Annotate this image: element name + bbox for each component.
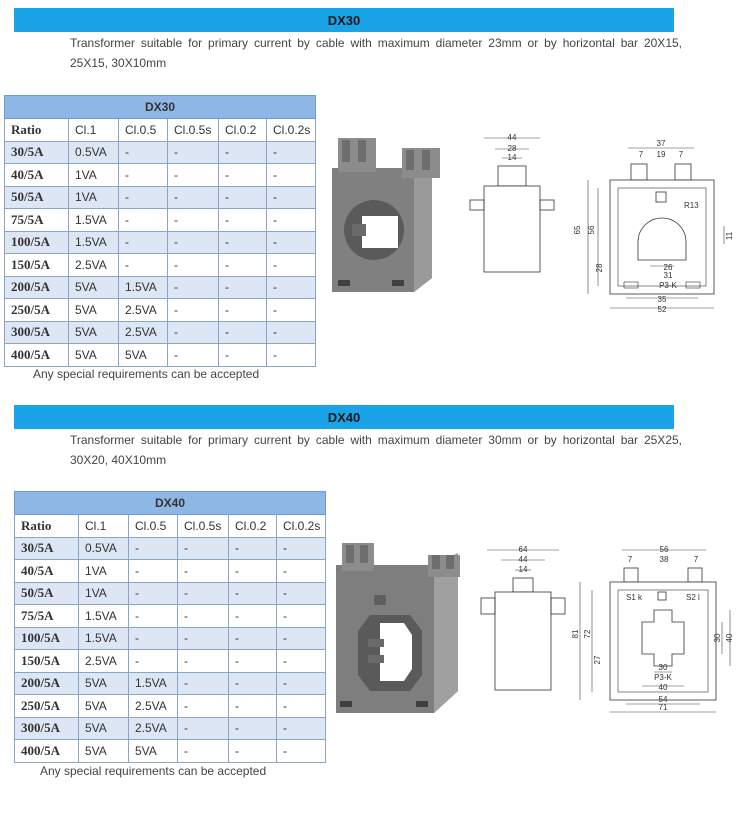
dx30-column-header: Cl.0.5 <box>119 119 168 142</box>
burden-cell: - <box>168 164 219 187</box>
burden-cell: - <box>168 254 219 277</box>
burden-cell: - <box>178 605 229 628</box>
dx30-side-dim-1: 44 <box>507 133 517 142</box>
burden-cell: - <box>178 650 229 673</box>
burden-cell: 5VA <box>69 344 119 367</box>
burden-cell: 5VA <box>69 299 119 322</box>
dx30-banner: DX30 <box>14 8 674 32</box>
dx40-description: Transformer suitable for primary current by cable with maximum diameter 30mm or by horizontal bar 25X25, 30X20, 40X10mm <box>70 433 682 467</box>
dx40-spec-table <box>14 491 326 763</box>
dx30-table-body <box>5 119 316 367</box>
burden-cell: 1VA <box>79 582 129 605</box>
ratio-cell: 150/5A <box>15 650 79 673</box>
burden-cell: - <box>219 299 267 322</box>
ratio-cell: 250/5A <box>15 695 79 718</box>
dx40-header-row <box>15 515 326 538</box>
dx30-dim-top-width: 37 <box>656 139 666 148</box>
table-row <box>5 344 316 367</box>
burden-cell: - <box>219 276 267 299</box>
burden-cell: - <box>219 254 267 277</box>
table-row <box>15 650 326 673</box>
dx40-dim-bottom-2: 54 <box>658 695 668 704</box>
dx40-product-photo <box>330 535 465 720</box>
dx40-side-drawing <box>475 538 575 698</box>
burden-cell: - <box>267 276 316 299</box>
table-row <box>15 717 326 740</box>
table-row <box>5 209 316 232</box>
table-row <box>15 582 326 605</box>
dx40-side-dim-2: 44 <box>518 555 528 564</box>
burden-cell: - <box>129 537 178 560</box>
burden-cell: - <box>119 186 168 209</box>
burden-cell: - <box>168 321 219 344</box>
dx40-dim-top-width: 56 <box>659 545 669 554</box>
burden-cell: 5VA <box>69 276 119 299</box>
dx40-front-drawing <box>570 538 735 718</box>
dx30-side-dim-2: 28 <box>507 144 517 153</box>
burden-cell: 1.5VA <box>69 209 119 232</box>
table-row <box>5 164 316 187</box>
burden-cell: - <box>229 650 277 673</box>
dx40-terminal-s2: S2 <box>686 593 696 602</box>
ratio-cell: 40/5A <box>5 164 69 187</box>
burden-cell: - <box>178 627 229 650</box>
burden-cell: - <box>219 141 267 164</box>
burden-cell: - <box>178 717 229 740</box>
table-row <box>15 537 326 560</box>
ratio-cell: 400/5A <box>15 740 79 763</box>
table-row <box>15 560 326 583</box>
dx40-dim-right-2: 40 <box>725 633 734 643</box>
burden-cell: - <box>178 672 229 695</box>
burden-cell: - <box>219 231 267 254</box>
burden-cell: - <box>178 740 229 763</box>
burden-cell: - <box>119 164 168 187</box>
dx30-column-header: Cl.0.2s <box>267 119 316 142</box>
burden-cell: - <box>229 740 277 763</box>
burden-cell: 1VA <box>69 164 119 187</box>
burden-cell: - <box>267 321 316 344</box>
burden-cell: - <box>229 537 277 560</box>
burden-cell: - <box>267 141 316 164</box>
dx40-dim-right-1: 30 <box>713 633 722 643</box>
table-row <box>15 740 326 763</box>
burden-cell: - <box>129 560 178 583</box>
dx40-side-dim-3: 14 <box>518 565 528 574</box>
burden-cell: 2.5VA <box>129 717 178 740</box>
ratio-cell: 75/5A <box>5 209 69 232</box>
burden-cell: - <box>229 560 277 583</box>
dx30-header-row <box>5 119 316 142</box>
ratio-cell: 300/5A <box>5 321 69 344</box>
burden-cell: - <box>229 695 277 718</box>
burden-cell: - <box>229 605 277 628</box>
burden-cell: - <box>229 627 277 650</box>
ratio-cell: 30/5A <box>15 537 79 560</box>
burden-cell: - <box>277 717 326 740</box>
burden-cell: - <box>129 627 178 650</box>
table-row <box>5 321 316 344</box>
dx40-column-header: Ratio <box>15 515 79 538</box>
burden-cell: - <box>277 605 326 628</box>
dx40-dim-bottom-1: 40 <box>658 683 668 692</box>
ratio-cell: 200/5A <box>5 276 69 299</box>
ratio-cell: 250/5A <box>5 299 69 322</box>
burden-cell: - <box>277 560 326 583</box>
dx40-column-header: Cl.0.5s <box>178 515 229 538</box>
burden-cell: 2.5VA <box>129 695 178 718</box>
burden-cell: - <box>168 276 219 299</box>
burden-cell: - <box>267 186 316 209</box>
burden-cell: 2.5VA <box>119 321 168 344</box>
ratio-cell: 40/5A <box>15 560 79 583</box>
burden-cell: - <box>168 231 219 254</box>
burden-cell: - <box>119 231 168 254</box>
burden-cell: 5VA <box>79 672 129 695</box>
ratio-cell: 50/5A <box>5 186 69 209</box>
burden-cell: - <box>277 627 326 650</box>
ratio-cell: 150/5A <box>5 254 69 277</box>
burden-cell: - <box>277 672 326 695</box>
dx40-terminal-s1: S1 <box>626 593 636 602</box>
dx40-dim-bottom-3: 71 <box>658 703 668 712</box>
table-row <box>15 627 326 650</box>
ratio-cell: 50/5A <box>15 582 79 605</box>
dx30-dim-top-left: 7 <box>638 150 644 159</box>
burden-cell: 2.5VA <box>79 650 129 673</box>
dx40-dim-top-mid: 38 <box>659 555 669 564</box>
dx40-terminal-k: k <box>638 593 642 602</box>
dx40-note: Any special requirements can be accepted <box>40 764 267 778</box>
burden-cell: 5VA <box>79 717 129 740</box>
burden-cell: 1.5VA <box>119 276 168 299</box>
burden-cell: - <box>178 695 229 718</box>
dx30-side-drawing <box>462 130 562 280</box>
burden-cell: - <box>267 164 316 187</box>
burden-cell: - <box>277 537 326 560</box>
dx40-terminal-label: P3-K <box>654 673 672 682</box>
burden-cell: 5VA <box>79 695 129 718</box>
dx30-column-header: Ratio <box>5 119 69 142</box>
burden-cell: 0.5VA <box>79 537 129 560</box>
burden-cell: - <box>178 560 229 583</box>
burden-cell: - <box>277 695 326 718</box>
burden-cell: - <box>178 537 229 560</box>
dx40-dim-left-height: 81 <box>571 629 580 639</box>
dx30-dim-top-right: 7 <box>678 150 684 159</box>
table-row <box>5 276 316 299</box>
dx30-dim-bottom-2: 52 <box>657 305 667 314</box>
burden-cell: - <box>219 164 267 187</box>
burden-cell: 1VA <box>79 560 129 583</box>
table-row <box>5 254 316 277</box>
burden-cell: 1.5VA <box>129 672 178 695</box>
dx30-side-dim-3: 14 <box>507 153 517 162</box>
dx30-dim-right: 11 <box>725 231 734 241</box>
table-row <box>15 672 326 695</box>
burden-cell: - <box>168 344 219 367</box>
burden-cell: 1.5VA <box>79 605 129 628</box>
dx30-dim-left-inner: 56 <box>587 225 596 235</box>
burden-cell: 1VA <box>69 186 119 209</box>
dx40-dim-inner: 30 <box>658 663 668 672</box>
burden-cell: 5VA <box>69 321 119 344</box>
dx40-table-title: DX40 <box>15 492 326 515</box>
burden-cell: 1.5VA <box>79 627 129 650</box>
dx30-column-header: Cl.1 <box>69 119 119 142</box>
burden-cell: - <box>277 650 326 673</box>
dx30-description: Transformer suitable for primary current by cable with maximum diameter 23mm or by horizontal bar 20X15, 25X15, 30X10mm <box>70 36 682 70</box>
burden-cell: - <box>168 299 219 322</box>
dx30-front-drawing <box>568 130 738 320</box>
dx40-dim-top-right: 7 <box>693 555 699 564</box>
ratio-cell: 30/5A <box>5 141 69 164</box>
table-row <box>5 299 316 322</box>
ratio-cell: 200/5A <box>15 672 79 695</box>
dx30-dim-inner-2: 31 <box>663 271 673 280</box>
burden-cell: - <box>267 209 316 232</box>
dx40-side-dim-1: 64 <box>518 545 528 554</box>
burden-cell: - <box>129 605 178 628</box>
burden-cell: - <box>219 186 267 209</box>
dx40-column-header: Cl.1 <box>79 515 129 538</box>
ratio-cell: 300/5A <box>15 717 79 740</box>
burden-cell: - <box>178 582 229 605</box>
dx40-column-header: Cl.0.2s <box>277 515 326 538</box>
dx30-dim-inner-1: 26 <box>663 263 673 272</box>
burden-cell: - <box>267 299 316 322</box>
ratio-cell: 400/5A <box>5 344 69 367</box>
burden-cell: - <box>229 717 277 740</box>
dx30-spec-table <box>4 95 316 367</box>
dx30-table-title: DX30 <box>5 96 316 119</box>
dx30-terminal-label: P3-K <box>659 281 677 290</box>
burden-cell: 5VA <box>79 740 129 763</box>
burden-cell: - <box>267 344 316 367</box>
table-row <box>5 141 316 164</box>
dx30-note: Any special requirements can be accepted <box>33 367 260 381</box>
burden-cell: - <box>168 186 219 209</box>
burden-cell: - <box>168 209 219 232</box>
burden-cell: - <box>168 141 219 164</box>
burden-cell: - <box>277 740 326 763</box>
burden-cell: - <box>129 650 178 673</box>
table-row <box>5 186 316 209</box>
dx40-dim-top-left: 7 <box>627 555 633 564</box>
dx40-column-header: Cl.0.5 <box>129 515 178 538</box>
burden-cell: - <box>119 209 168 232</box>
burden-cell: - <box>219 209 267 232</box>
burden-cell: 2.5VA <box>119 299 168 322</box>
burden-cell: 1.5VA <box>69 231 119 254</box>
burden-cell: 2.5VA <box>69 254 119 277</box>
burden-cell: 5VA <box>129 740 178 763</box>
burden-cell: - <box>219 321 267 344</box>
dx40-table-body <box>15 515 326 763</box>
ratio-cell: 100/5A <box>15 627 79 650</box>
dx30-dim-radius: R13 <box>684 201 699 210</box>
burden-cell: - <box>267 231 316 254</box>
table-row <box>15 695 326 718</box>
burden-cell: 0.5VA <box>69 141 119 164</box>
ratio-cell: 75/5A <box>15 605 79 628</box>
dx30-dim-left-low: 28 <box>595 263 604 273</box>
table-row <box>15 605 326 628</box>
burden-cell: - <box>267 254 316 277</box>
burden-cell: 5VA <box>119 344 168 367</box>
burden-cell: - <box>119 254 168 277</box>
dx40-dim-left-inner: 72 <box>583 629 592 639</box>
burden-cell: - <box>229 582 277 605</box>
burden-cell: - <box>119 141 168 164</box>
dx40-banner: DX40 <box>14 405 674 429</box>
dx30-column-header: Cl.0.5s <box>168 119 219 142</box>
dx40-dim-left-low: 27 <box>593 655 602 665</box>
dx30-dim-left-height: 65 <box>573 225 582 235</box>
burden-cell: - <box>219 344 267 367</box>
dx40-column-header: Cl.0.2 <box>229 515 277 538</box>
dx30-product-photo <box>322 130 442 300</box>
ratio-cell: 100/5A <box>5 231 69 254</box>
burden-cell: - <box>229 672 277 695</box>
burden-cell: - <box>129 582 178 605</box>
dx30-dim-bottom-1: 35 <box>657 295 667 304</box>
dx30-dim-top-mid: 19 <box>656 150 666 159</box>
table-row <box>5 231 316 254</box>
dx30-column-header: Cl.0.2 <box>219 119 267 142</box>
burden-cell: - <box>277 582 326 605</box>
dx40-terminal-l: l <box>698 593 700 602</box>
